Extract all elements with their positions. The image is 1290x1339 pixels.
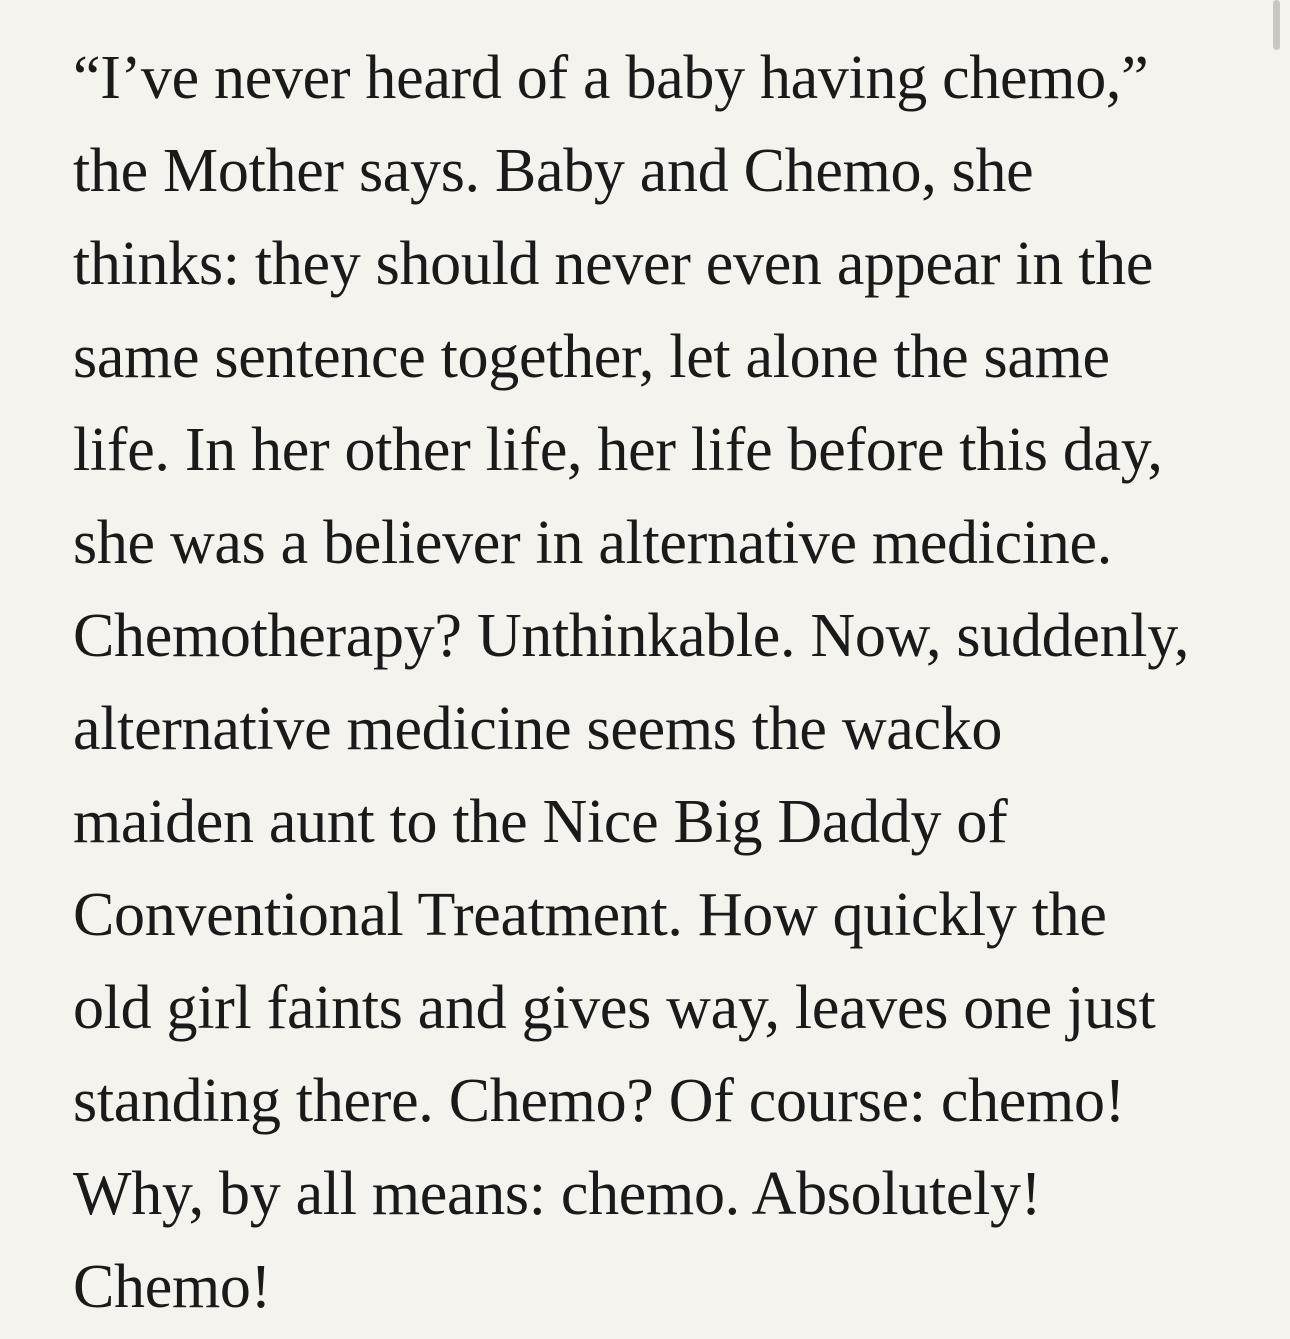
paragraph (73, 32, 1263, 1334)
article-body (73, 32, 1263, 1334)
text-line: standing there. Chemo? Of course: chemo! (73, 1067, 1125, 1135)
text-line: thinks: they should never even appear in the (73, 230, 1154, 298)
text-line: same sentence together, let alone the same (73, 323, 1110, 391)
text-line: life. In her other life, her life before this day, (73, 416, 1163, 484)
text-line: she was a believer in alternative medicine. (73, 509, 1112, 577)
text-line: the Mother says. Baby and Chemo, she (73, 137, 1034, 205)
text-line: old girl faints and gives way, leaves one just (73, 974, 1156, 1042)
text-line: Chemo! (73, 1253, 271, 1321)
text-line: “I’ve never heard of a baby having chemo,” (73, 44, 1149, 112)
text-line: alternative medicine seems the wacko (73, 695, 1003, 763)
text-line: Why, by all means: chemo. Absolutely! (73, 1160, 1042, 1228)
scrollbar-thumb[interactable] (1273, 0, 1280, 50)
text-line: Chemotherapy? Unthinkable. Now, suddenly, (73, 602, 1190, 670)
text-line: maiden aunt to the Nice Big Daddy of (73, 788, 1008, 856)
text-line: Conventional Treatment. How quickly the (73, 881, 1107, 949)
